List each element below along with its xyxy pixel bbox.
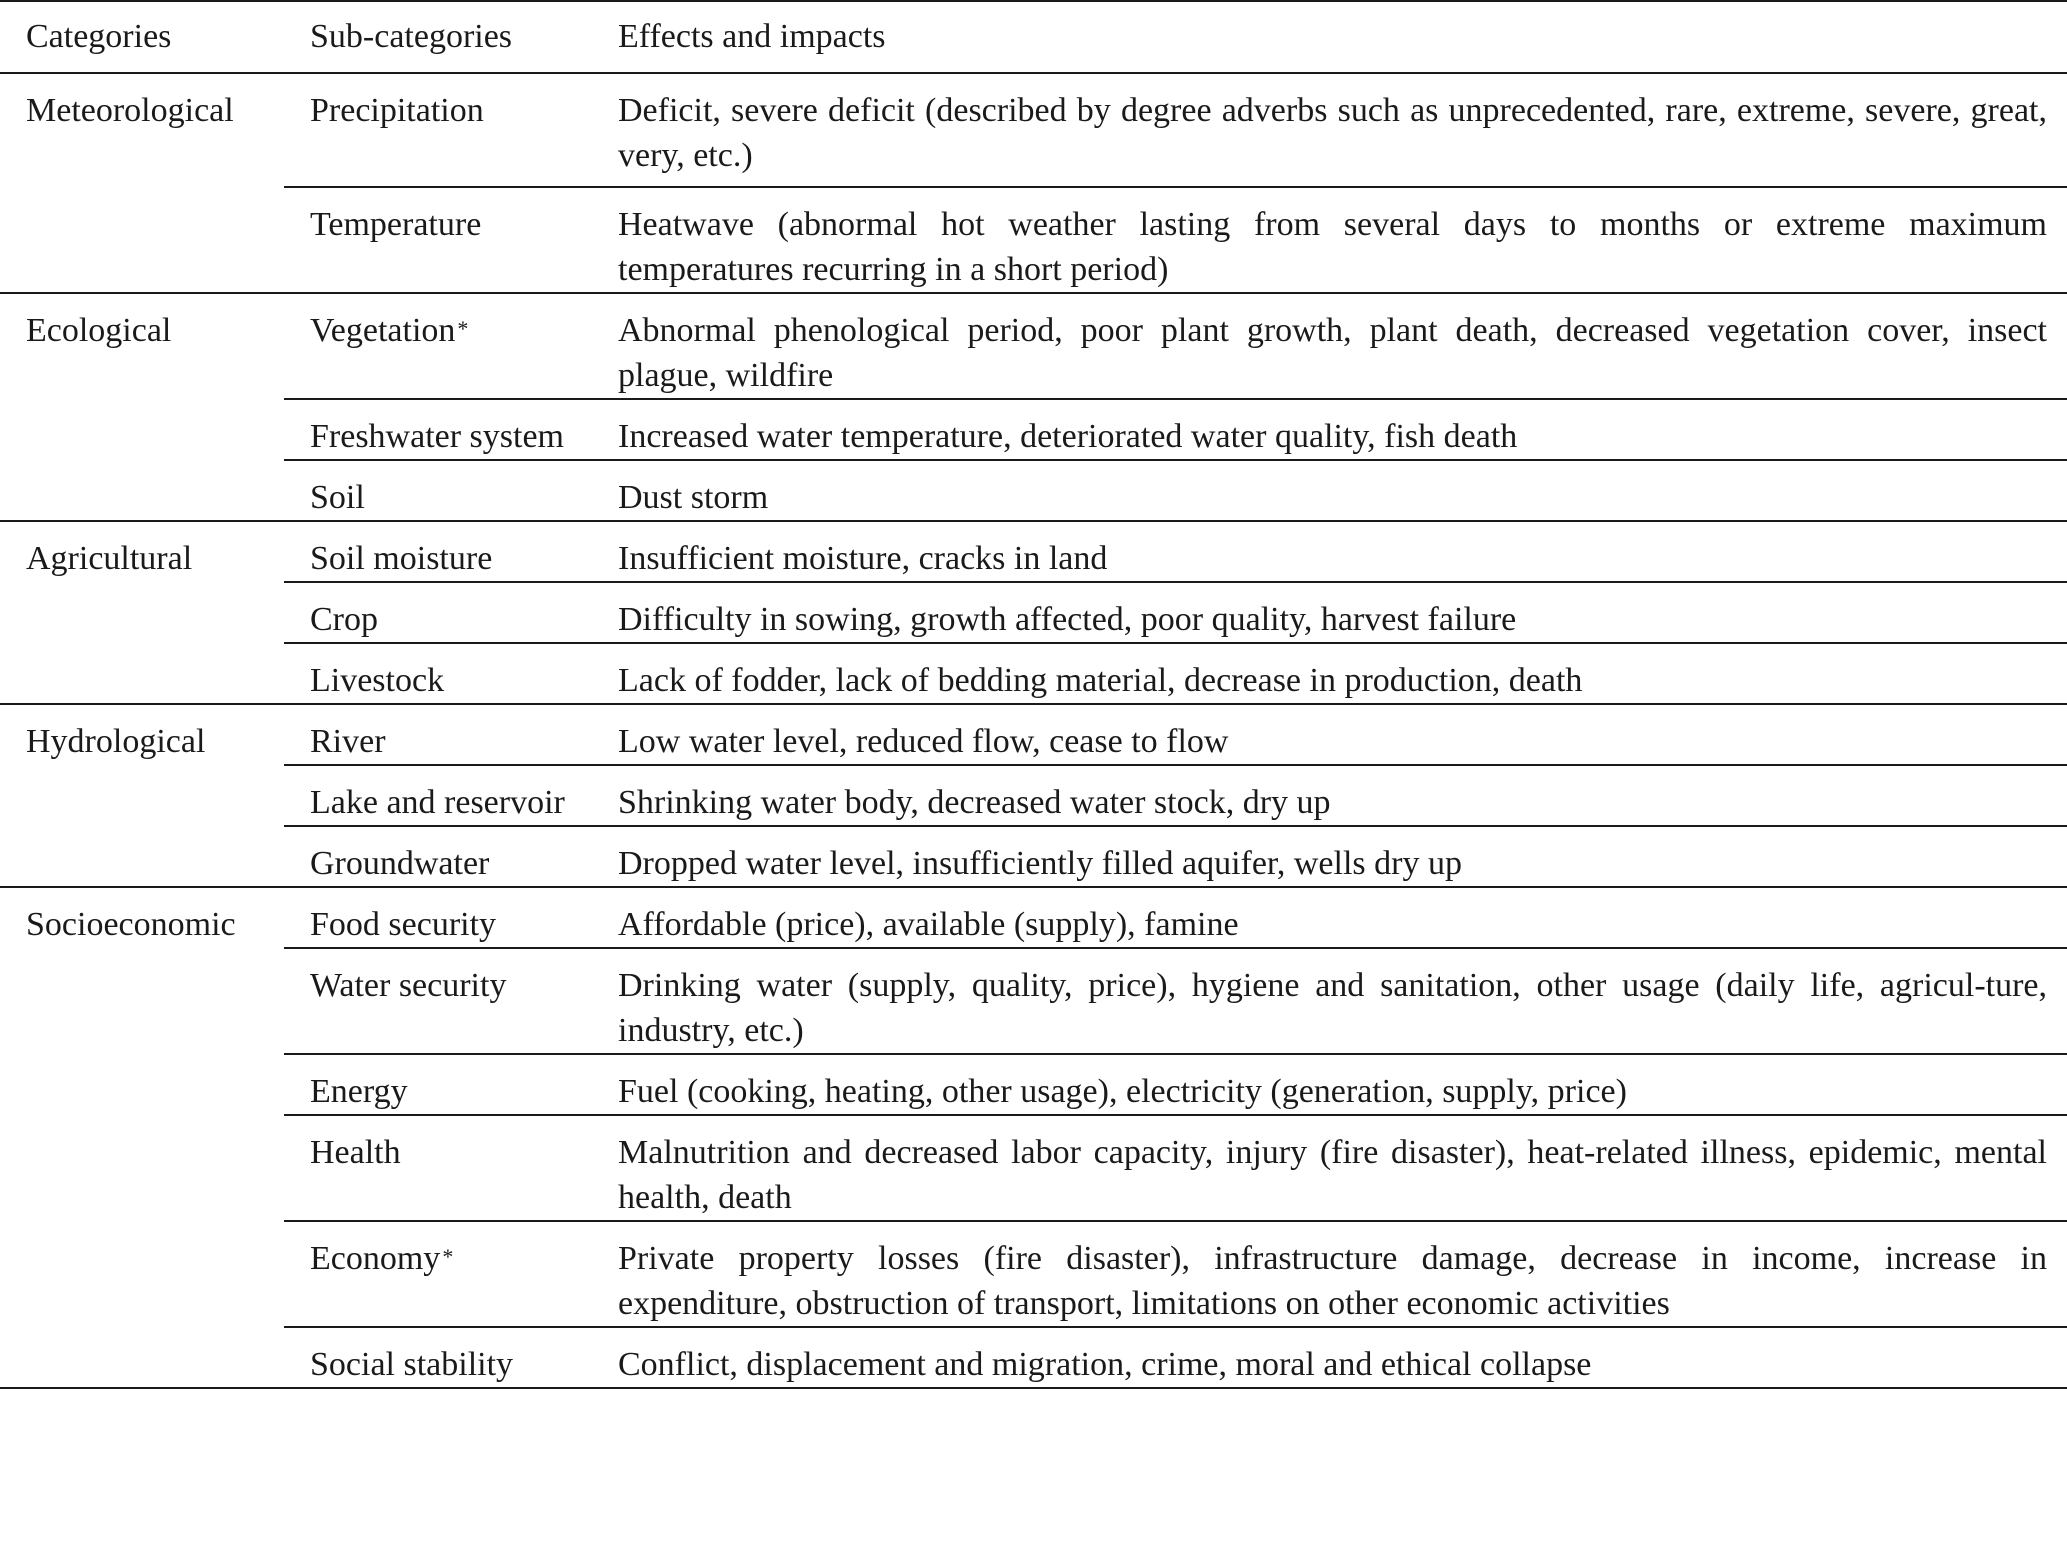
category-cell xyxy=(0,1115,284,1221)
subcategory-label: Health xyxy=(310,1134,401,1171)
subcategory-cell xyxy=(284,521,618,582)
subcategory-cell xyxy=(284,399,618,460)
effects-cell: Affordable (price), available (supply), famine xyxy=(618,906,1239,943)
table-row xyxy=(0,1115,2067,1221)
effects-cell: Conflict, displacement and migration, crime, moral and ethical collapse xyxy=(618,1327,2067,1388)
subcategory-cell xyxy=(284,643,618,704)
table-row xyxy=(0,73,2067,187)
table-row xyxy=(0,765,2067,826)
category-group xyxy=(0,73,2067,293)
subcategory-label: Water security xyxy=(310,967,507,1004)
category-cell xyxy=(0,1327,284,1388)
subcategory-label: Temperature xyxy=(310,206,482,243)
asterisk-note: * xyxy=(457,316,469,341)
effects-cell: Shrinking water body, decreased water stock, dry up xyxy=(618,765,2067,826)
category-group xyxy=(0,704,2067,887)
subcategory-cell xyxy=(284,765,618,826)
subcategory-cell xyxy=(284,826,618,887)
category-cell xyxy=(0,643,284,704)
effects-cell: Lack of fodder, lack of bedding material, decrease in production, death xyxy=(618,643,2067,704)
subcategory-label: Precipitation xyxy=(310,92,484,129)
table-row xyxy=(0,948,2067,1054)
subcategory-label: Food security xyxy=(310,906,497,943)
category-cell: Socioeconomic xyxy=(26,906,236,943)
effects-cell: Deficit, severe deficit (described by degree adverbs such as unprecedented, rare, extreme, severe, great, very, etc.) xyxy=(618,92,2047,174)
subcategory-cell xyxy=(284,887,618,948)
category-group xyxy=(0,521,2067,704)
effects-cell: Difficulty in sowing, growth affected, poor quality, harvest failure xyxy=(618,582,2067,643)
subcategory-label: Vegetation xyxy=(310,312,456,349)
effects-cell: Insufficient moisture, cracks in land xyxy=(618,540,1108,577)
table-row xyxy=(0,293,2067,399)
effects-cell: Increased water temperature, deteriorated water quality, fish death xyxy=(618,399,2067,460)
category-cell xyxy=(0,948,284,1054)
category-cell xyxy=(0,1221,284,1327)
subcategory-cell xyxy=(284,1327,618,1388)
header-row xyxy=(0,1,2067,73)
table-row xyxy=(0,643,2067,704)
table-row xyxy=(0,1221,2067,1327)
effects-cell: Dust storm xyxy=(618,460,2067,521)
category-cell: Ecological xyxy=(26,312,172,349)
header-subcategories: Sub-categories xyxy=(284,1,618,73)
subcategory-cell xyxy=(284,73,618,187)
category-cell xyxy=(0,765,284,826)
header-categories: Categories xyxy=(0,1,284,73)
subcategory-cell xyxy=(284,582,618,643)
category-group xyxy=(0,293,2067,521)
category-group xyxy=(0,887,2067,1388)
effects-cell: Low water level, reduced flow, cease to flow xyxy=(618,723,1229,760)
table-row xyxy=(0,460,2067,521)
table-row xyxy=(0,1327,2067,1388)
category-cell xyxy=(0,399,284,460)
table-row xyxy=(0,399,2067,460)
effects-cell: Private property losses (fire disaster), infrastructure damage, decrease in income, increase in expenditure, obstruction of transport, limitations on other economic activities xyxy=(618,1221,2067,1327)
table-row xyxy=(0,187,2067,293)
subcategory-label: Livestock xyxy=(310,662,445,699)
subcategory-cell xyxy=(284,948,618,1054)
effects-cell: Malnutrition and decreased labor capacity, injury (fire disaster), heat-related illness, epidemic, mental health, death xyxy=(618,1115,2067,1221)
category-cell: Hydrological xyxy=(26,723,206,760)
category-cell xyxy=(0,187,284,293)
subcategory-label: Lake and reservoir xyxy=(310,784,565,821)
header-effects: Effects and impacts xyxy=(618,1,2067,73)
category-cell: Meteorological xyxy=(26,92,234,129)
subcategory-label: Economy xyxy=(310,1240,441,1277)
subcategory-label: Soil xyxy=(310,479,365,516)
subcategory-label: Crop xyxy=(310,601,378,638)
subcategory-label: Freshwater system xyxy=(310,418,565,455)
category-cell: Agricultural xyxy=(26,540,193,577)
category-cell xyxy=(0,582,284,643)
subcategory-label: Social stability xyxy=(310,1346,514,1383)
table-row xyxy=(0,704,2067,765)
subcategory-cell xyxy=(284,460,618,521)
category-cell xyxy=(0,460,284,521)
subcategory-cell xyxy=(284,293,618,399)
table-row xyxy=(0,1054,2067,1115)
table-row xyxy=(0,826,2067,887)
effects-cell: Drinking water (supply, quality, price), hygiene and sanitation, other usage (daily life, agricul-ture, industry, etc.) xyxy=(618,948,2067,1054)
table-row xyxy=(0,582,2067,643)
effects-cell: Abnormal phenological period, poor plant growth, plant death, decreased vegetation cover, insect plague, wildfire xyxy=(618,312,2047,394)
subcategory-cell xyxy=(284,1054,618,1115)
subcategory-label: Energy xyxy=(310,1073,408,1110)
effects-cell: Fuel (cooking, heating, other usage), electricity (generation, supply, price) xyxy=(618,1054,2067,1115)
category-cell xyxy=(0,1054,284,1115)
subcategory-cell xyxy=(284,1221,618,1327)
subcategory-label: Groundwater xyxy=(310,845,490,882)
category-cell xyxy=(0,826,284,887)
subcategory-label: River xyxy=(310,723,386,760)
effects-cell: Heatwave (abnormal hot weather lasting from several days to months or extreme maximum temperatures recurring in a short period) xyxy=(618,187,2067,293)
subcategory-label: Soil moisture xyxy=(310,540,493,577)
table-row xyxy=(0,887,2067,948)
subcategory-cell xyxy=(284,704,618,765)
subcategory-cell xyxy=(284,187,618,293)
subcategory-cell xyxy=(284,1115,618,1221)
table-row xyxy=(0,521,2067,582)
effects-cell: Dropped water level, insufficiently filled aquifer, wells dry up xyxy=(618,826,2067,887)
asterisk-note: * xyxy=(442,1244,454,1269)
